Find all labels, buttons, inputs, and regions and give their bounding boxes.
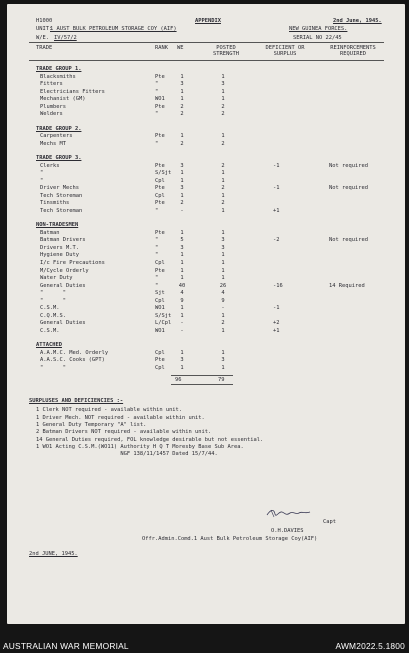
row-trade: Plumbers <box>40 103 66 110</box>
row-reinforcements: Not required <box>329 162 368 169</box>
group-title: TRADE GROUP 2. <box>36 125 82 132</box>
row-posted: 4 <box>221 290 225 297</box>
row-posted: 1 <box>221 207 225 214</box>
signature-position: Offr.Admin.Comd.1 Aust Bulk Petroleum Storage Coy(AIF) <box>142 536 318 542</box>
row-we: 5 <box>180 237 184 244</box>
row-rank: Pte <box>155 267 165 274</box>
row-we: 1 <box>180 170 184 177</box>
group-title: ATTACHED <box>36 342 62 349</box>
row-we: 1 <box>180 364 184 371</box>
row-posted: 3 <box>221 81 225 88</box>
row-we: 9 <box>180 297 184 304</box>
row-trade: C.S.M. <box>40 327 60 334</box>
row-posted: 1 <box>221 349 225 356</box>
row-trade: C.Q.M.S. <box>40 312 66 319</box>
row-trade: Carpenters <box>40 133 73 140</box>
row-trade: Batman <box>40 229 60 236</box>
row-we: 1 <box>180 260 184 267</box>
row-we: 1 <box>180 177 184 184</box>
total-posted: 79 <box>218 377 225 384</box>
row-rank: Pte <box>155 185 165 192</box>
row-deficient: -1 <box>273 162 280 169</box>
row-we: - <box>180 207 184 214</box>
note-line: 1 General Duty Temporary "A" list. <box>36 421 147 428</box>
total-we: 96 <box>175 377 182 384</box>
row-we: 3 <box>180 244 184 251</box>
row-posted: 2 <box>221 162 225 169</box>
row-rank: " <box>155 111 159 118</box>
footer-institution: AUSTRALIAN WAR MEMORIAL <box>3 641 129 651</box>
row-posted: 2 <box>221 200 225 207</box>
row-rank: Cpl <box>155 192 165 199</box>
row-we: 3 <box>180 357 184 364</box>
document-page <box>7 4 405 624</box>
row-we: - <box>180 327 184 334</box>
row-rank: " <box>155 244 159 251</box>
row-we: - <box>180 320 184 327</box>
col-reinforcements: REINFORCEMENTS REQUIRED <box>330 45 376 57</box>
col-rank: RANK <box>155 45 168 51</box>
row-trade: " <box>40 177 44 184</box>
row-deficient: +1 <box>273 327 280 334</box>
row-posted: 3 <box>221 237 225 244</box>
row-posted: 1 <box>221 229 225 236</box>
row-posted: 26 <box>219 282 227 289</box>
row-trade: " " <box>40 364 66 371</box>
row-deficient: -1 <box>273 305 280 312</box>
row-we: 3 <box>180 185 184 192</box>
note-line: 1 Clerk NOT required - available within unit. <box>36 407 183 414</box>
row-we: 40 <box>178 282 186 289</box>
row-we: 1 <box>180 73 184 80</box>
row-rank: WO1 <box>155 327 165 334</box>
row-trade: M/Cycle Orderly <box>40 267 89 274</box>
group-title: TRADE GROUP 3. <box>36 155 82 162</box>
row-posted: 1 <box>221 170 225 177</box>
note-line: NGF 138/11/1457 Dated 15/7/44. <box>36 451 218 458</box>
row-deficient: -1 <box>273 185 280 192</box>
row-rank: " <box>155 275 159 282</box>
row-trade: C.S.M. <box>40 305 60 312</box>
appendix-label: APPENDIX <box>195 18 221 24</box>
row-we: 1 <box>180 349 184 356</box>
totals-rule <box>171 375 233 376</box>
row-rank: Pte <box>155 73 165 80</box>
note-line: 1 WO1 Acting C.S.M.(WO11) Authority H Q T Moresby Base Sub Area. <box>36 443 244 450</box>
note-line: 14 General Duties required, FOL knowledge desirable but not essential. <box>36 436 264 443</box>
row-rank: " <box>155 207 159 214</box>
row-trade: Welders <box>40 111 63 118</box>
row-we: 1 <box>180 96 184 103</box>
row-deficient: -2 <box>273 237 280 244</box>
row-we: 1 <box>180 305 184 312</box>
row-trade: A.A.M.C. Med. Orderly <box>40 349 109 356</box>
row-trade: Mechanist (GM) <box>40 96 86 103</box>
row-trade: Water Duty <box>40 275 73 282</box>
header-rule-bottom <box>29 60 384 61</box>
row-posted: 1 <box>221 260 225 267</box>
row-we: 3 <box>180 81 184 88</box>
unit-label: UNIT: <box>36 26 53 32</box>
unit-name: 1 AUST BULK PETROLEUM STORAGE COY (AIF) <box>50 26 177 32</box>
row-rank: Pte <box>155 103 165 110</box>
force-name: NEW GUINEA FORCES. <box>289 26 348 32</box>
row-posted: 1 <box>221 73 225 80</box>
ws-label: W/E. <box>36 35 49 41</box>
note-line: 1 Driver Mech. NOT required - available within unit. <box>36 414 205 421</box>
row-rank: " <box>155 81 159 88</box>
totals-rule-bottom <box>171 384 233 385</box>
row-posted: 1 <box>221 275 225 282</box>
signature-mark <box>265 507 315 519</box>
row-trade: Batman Drivers <box>40 237 86 244</box>
row-rank: L/Cpl <box>155 320 172 327</box>
row-we: 1 <box>180 312 184 319</box>
row-trade: General Duties <box>40 282 86 289</box>
bottom-date: 2nd JUNE, 1945. <box>29 551 78 557</box>
row-deficient: -16 <box>273 282 283 289</box>
row-posted: 1 <box>221 252 225 259</box>
col-trade: TRADE <box>36 45 53 51</box>
row-we: 2 <box>180 200 184 207</box>
row-posted: 1 <box>221 192 225 199</box>
row-posted: 2 <box>221 111 225 118</box>
row-we: 1 <box>180 252 184 259</box>
row-rank: Sjt <box>155 290 165 297</box>
row-rank: Cpl <box>155 364 165 371</box>
row-posted: - <box>221 305 225 312</box>
row-posted: 3 <box>221 244 225 251</box>
doc-ref: H1000 <box>36 18 53 24</box>
row-rank: Pte <box>155 357 165 364</box>
row-trade: I/c Fire Precautions <box>40 260 105 267</box>
row-rank: Cpl <box>155 177 165 184</box>
row-reinforcements: Not required <box>329 185 368 192</box>
row-posted: 1 <box>221 177 225 184</box>
row-posted: 2 <box>221 320 225 327</box>
header-rule-top <box>29 42 384 43</box>
row-reinforcements: 14 Required <box>329 282 365 289</box>
row-rank: Pte <box>155 133 165 140</box>
group-title: TRADE GROUP 1. <box>36 66 82 72</box>
row-trade: Blacksmiths <box>40 73 76 80</box>
row-trade: " <box>40 170 44 177</box>
group-title: NON-TRADESMEN <box>36 222 79 229</box>
row-we: 1 <box>180 133 184 140</box>
row-we: 2 <box>180 103 184 110</box>
row-we: 4 <box>180 290 184 297</box>
col-deficient: DEFICIENT OR SURPLUS <box>265 45 305 57</box>
row-posted: 1 <box>221 133 225 140</box>
row-we: 3 <box>180 162 184 169</box>
row-rank: " <box>155 88 159 95</box>
row-we: 1 <box>180 267 184 274</box>
row-rank: S/Sjt <box>155 170 172 177</box>
row-trade: Tech Storeman <box>40 192 83 199</box>
notes-title: SURPLUSES AND DEFICIENCIES :- <box>29 398 124 405</box>
row-rank: Pte <box>155 229 165 236</box>
row-posted: 1 <box>221 267 225 274</box>
row-rank: " <box>155 237 159 244</box>
row-we: 1 <box>180 88 184 95</box>
row-trade: " " <box>40 290 66 297</box>
signature-capt: Capt <box>323 519 336 525</box>
row-rank: WO1 <box>155 305 165 312</box>
row-posted: 2 <box>221 185 225 192</box>
row-deficient: +2 <box>273 320 280 327</box>
row-rank: Pte <box>155 162 165 169</box>
row-rank: Pte <box>155 200 165 207</box>
row-trade: Electricians Fitters <box>40 88 105 95</box>
archive-footer <box>0 626 409 653</box>
row-we: 1 <box>180 275 184 282</box>
row-we: 2 <box>180 111 184 118</box>
row-trade: Fitters <box>40 81 63 88</box>
row-posted: 1 <box>221 312 225 319</box>
ws-value: IV/57/2 <box>54 35 77 41</box>
row-trade: Tinsmiths <box>40 200 70 207</box>
serial-no: SERIAL NO 22/45 <box>293 35 342 41</box>
row-rank: WO1 <box>155 96 165 103</box>
row-rank: " <box>155 282 159 289</box>
row-rank: " <box>155 140 159 147</box>
note-line: 2 Batman Drivers NOT required - available within unit. <box>36 429 212 436</box>
row-we: 1 <box>180 192 184 199</box>
row-posted: 3 <box>221 357 225 364</box>
row-posted: 1 <box>221 364 225 371</box>
row-rank: " <box>155 252 159 259</box>
row-posted: 1 <box>221 96 225 103</box>
signature-name: O.H.DAVIES <box>271 528 304 534</box>
footer-accession: AWM2022.5.1800 <box>335 641 405 651</box>
row-reinforcements: Not required <box>329 237 368 244</box>
row-deficient: +1 <box>273 207 280 214</box>
row-trade: General Duties <box>40 320 86 327</box>
row-we: 2 <box>180 140 184 147</box>
row-posted: 9 <box>221 297 225 304</box>
row-trade: Tech Storeman <box>40 207 83 214</box>
row-trade: Hygiene Duty <box>40 252 79 259</box>
row-trade: Driver Mechs <box>40 185 79 192</box>
col-we: WE <box>177 45 184 51</box>
doc-date: 2nd June, 1945. <box>333 18 382 24</box>
row-posted: 2 <box>221 140 225 147</box>
row-rank: Cpl <box>155 260 165 267</box>
row-rank: Cpl <box>155 349 165 356</box>
row-trade: Mechs MT <box>40 140 66 147</box>
row-trade: Clerks <box>40 162 60 169</box>
row-trade: A.A.S.C. Cooks (GPT) <box>40 357 105 364</box>
row-posted: 2 <box>221 103 225 110</box>
row-posted: 1 <box>221 88 225 95</box>
col-posted: POSTED STRENGTH <box>213 45 239 57</box>
row-trade: " " <box>40 297 66 304</box>
row-posted: 1 <box>221 327 225 334</box>
row-we: 1 <box>180 229 184 236</box>
row-rank: S/Sjt <box>155 312 172 319</box>
row-rank: Cpl <box>155 297 165 304</box>
row-trade: Drivers M.T. <box>40 244 79 251</box>
